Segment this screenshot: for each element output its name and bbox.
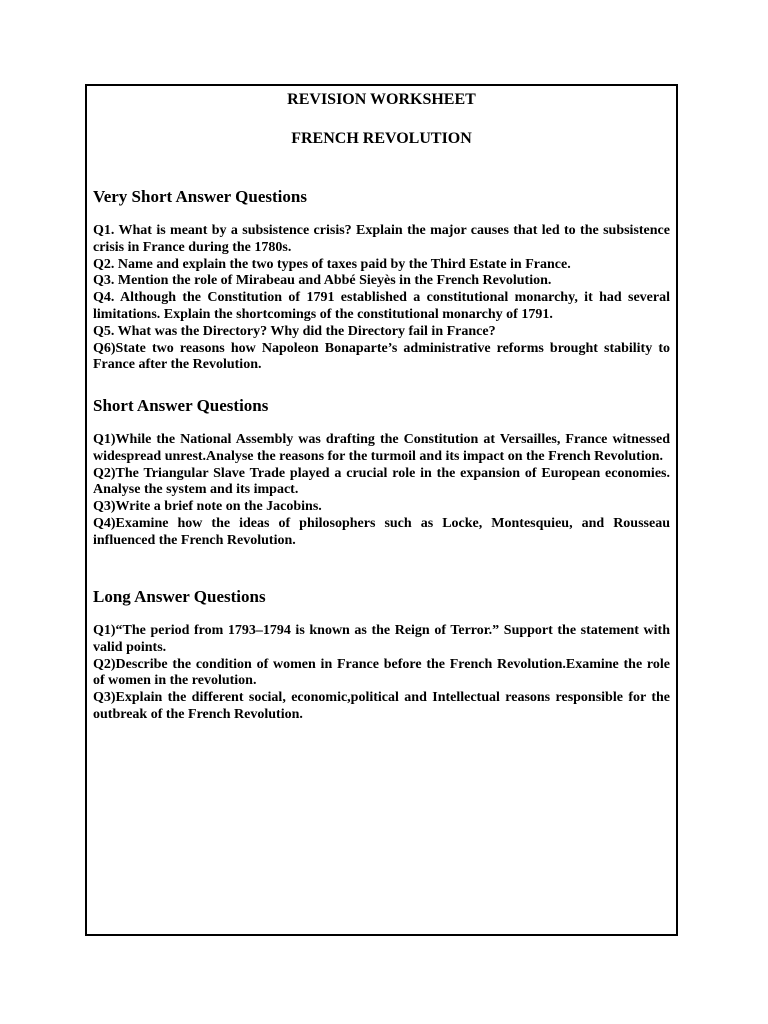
- section-short-answer: [93, 396, 670, 550]
- question-item: Q3)Write a brief note on the Jacobins.: [93, 499, 322, 515]
- question-item: Q6)State two reasons how Napoleon Bonaparte’s administrative reforms brought stability to France after the Revolution.: [93, 340, 670, 373]
- section-heading: Short Answer Questions: [93, 396, 269, 415]
- question-item: Q1. What is meant by a subsistence crisis? Explain the major causes that led to the subsistence crisis in France during the 1780s.: [93, 223, 670, 255]
- question-item: Q1)“The period from 1793–1794 is known as the Reign of Terror.” Support the statement with valid points.: [93, 623, 670, 655]
- section-heading: Long Answer Questions: [93, 587, 266, 606]
- question-item: Q1)While the National Assembly was drafting the Constitution at Versailles, France witnessed widespread unrest.Analyse the reasons for the turmoil and its impact on the French Revolution.: [93, 432, 670, 464]
- question-item: Q3. Mention the role of Mirabeau and Abbé Sieyès in the French Revolution.: [93, 273, 552, 289]
- section-long-answer: [93, 587, 670, 724]
- worksheet-title: REVISION WORKSHEET: [287, 91, 476, 108]
- question-item: Q4)Examine how the ideas of philosophers such as Locke, Montesquieu, and Rousseau influenced the French Revolution.: [93, 515, 670, 548]
- worksheet-subtitle: FRENCH REVOLUTION: [291, 130, 472, 147]
- question-item: Q3)Explain the different social, economic,political and Intellectual reasons responsible for the outbreak of the French Revolution.: [93, 690, 670, 722]
- question-item: Q4. Although the Constitution of 1791 established a constitutional monarchy, it had several limitations. Explain the shortcomings of the constitutional monarchy of 1791.: [93, 290, 670, 322]
- question-item: Q2. Name and explain the two types of taxes paid by the Third Estate in France.: [93, 256, 571, 272]
- section-heading: Very Short Answer Questions: [93, 187, 307, 206]
- section-very-short-answer: [93, 187, 670, 374]
- question-item: Q2)Describe the condition of women in France before the French Revolution.Examine the role of women in the revolution.: [93, 656, 670, 689]
- question-item: Q5. What was the Directory? Why did the Directory fail in France?: [93, 323, 496, 339]
- worksheet-frame: [85, 84, 678, 936]
- question-item: Q2)The Triangular Slave Trade played a crucial role in the expansion of European economies. Analyse the system and its impact.: [93, 465, 670, 498]
